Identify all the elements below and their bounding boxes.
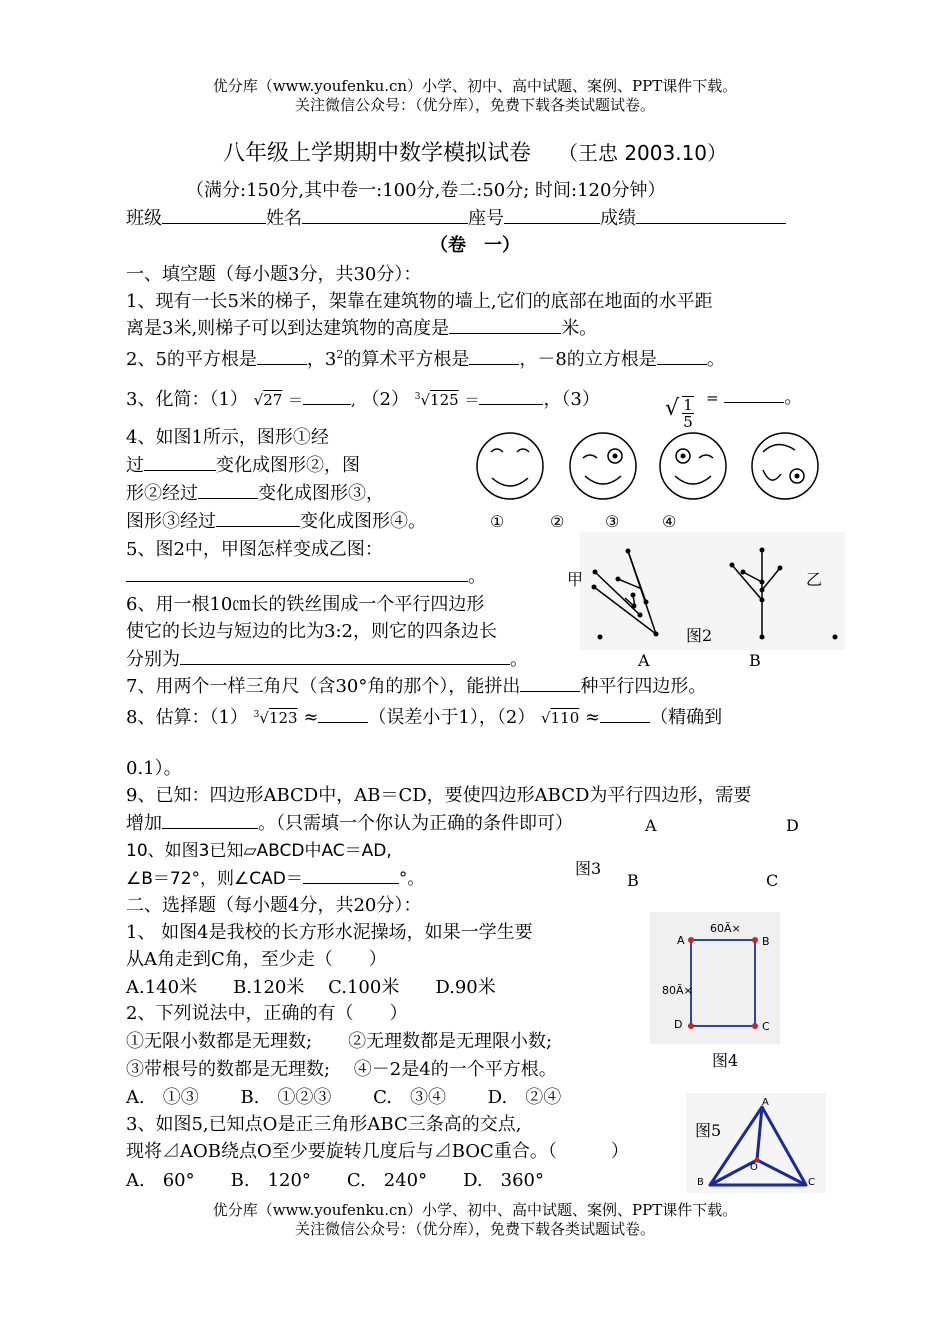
q7-text: 7、用两个一样三角尺（含30°角的那个），能拼出: [126, 676, 521, 697]
fig4-label-b: B: [762, 935, 770, 948]
choice-2-line-2: ①无限小数都是无理数; ②无理数都是无理限小数;: [126, 1031, 553, 1052]
q6-text: 分别为: [126, 649, 180, 670]
q4-text-c2: 变化成图形③，: [258, 483, 384, 504]
fig4-left-length: 80Ã×: [662, 984, 693, 997]
name-blank[interactable]: [302, 205, 468, 224]
class-label: 班级: [126, 208, 162, 229]
sqrt-fraction: √: [665, 396, 680, 421]
choice-1-line-2: 从A角走到C角，至少走（ ）: [126, 949, 387, 970]
question-1-line-1: 1、现有一长5米的梯子，架靠在建筑物的墙上,它们的底部在地面的水平距: [126, 291, 713, 312]
q8-text-c: （精确到: [650, 707, 723, 728]
choice-3-options: A. 60° B. 120° C. 240° D. 360°: [126, 1170, 545, 1191]
q2-blank-2[interactable]: [469, 346, 519, 365]
q9-text: 增加: [126, 813, 162, 834]
radicand-123: 123: [268, 709, 298, 727]
choice-1-line-1: 1、 如图4是我校的长方形水泥操场，如果一学生要: [126, 922, 533, 943]
student-info-row: [126, 205, 786, 232]
cbrt-123-index: 3: [253, 710, 260, 720]
question-8: 8、估算：（1） $^3$√123 ≈ （误差小于1），（2） √110 ≈ （精确到: [126, 702, 722, 731]
name-label: 姓名: [266, 208, 302, 229]
question-9-line-1: 9、已知：四边形ABCD中，AB＝CD，要使四边形ABCD为平行四边形，需要: [126, 785, 752, 806]
q2-text-e: 。: [706, 349, 725, 370]
q7-blank[interactable]: [520, 673, 580, 692]
q3-blank-1[interactable]: [303, 386, 351, 405]
cbrt-123: $^3$√123: [253, 709, 298, 727]
fig2-jia: 甲: [567, 570, 584, 589]
figure-2-trees: [580, 532, 845, 650]
choice-2-line-1: 2、下列说法中，正确的有（ ）: [126, 1003, 408, 1024]
q4-blank-2[interactable]: [198, 480, 258, 499]
q8-blank-2[interactable]: [600, 704, 650, 723]
fig5-label-b: B: [697, 1177, 704, 1188]
footer-line-1: 优分库（www.youfenku.cn）小学、初中、高中试题、案例、PPT课件下载。: [212, 1201, 738, 1219]
fig5-label-a: A: [762, 1097, 769, 1108]
question-2: [126, 342, 725, 373]
q4-text-c1: 形②经过: [126, 483, 198, 504]
fig1-label-2: ②: [550, 512, 565, 531]
fig3-label-b: B: [627, 871, 639, 890]
sqrt-27: √27: [253, 391, 283, 409]
figure-5-triangle: [686, 1093, 826, 1193]
fig2-yi: 乙: [806, 570, 823, 589]
q10-end: °。: [398, 869, 425, 889]
radicand-125: 125: [430, 391, 459, 409]
q1-text: 离是3米,则梯子可以到达建筑物的高度是: [126, 318, 450, 339]
q2-exponent: 2: [336, 348, 344, 361]
question-3: 3、化简：（1） √27 ＝ , （2） $^3$√125 ＝ ，（3）: [126, 384, 600, 413]
q3-end: 。: [784, 387, 803, 408]
q4-text-d1: 图形③经过: [126, 511, 216, 532]
fig3-label-c: C: [766, 871, 779, 890]
figure-1-faces: [470, 420, 830, 512]
fig4-top-length: 60Ã×: [710, 922, 741, 935]
fig5-label-c: C: [808, 1177, 815, 1188]
q8-blank-1[interactable]: [318, 704, 368, 723]
grade-blank[interactable]: [636, 205, 786, 224]
section-2-heading: 二、选择题（每小题4分，共20分）：: [126, 895, 422, 916]
fig1-label-4: ④: [662, 512, 677, 531]
q4-text-b2: 变化成图形②，图: [216, 455, 360, 476]
sqrt-110: √110: [541, 709, 580, 727]
q1-blank[interactable]: [449, 315, 561, 334]
radicand-27: 27: [263, 391, 283, 409]
title-text: 八年级上学期期中数学模拟试卷: [222, 141, 531, 166]
question-4-line-3: [126, 480, 384, 507]
q6-blank[interactable]: [180, 646, 510, 665]
q10-blank[interactable]: [303, 865, 399, 884]
choice-3-line-2: 现将⊿AOB绕点O至少要旋转几度后与⊿BOC重合。（ ）: [126, 1141, 629, 1162]
cbrt-125: $^3$√125: [414, 391, 459, 409]
fig4-label-a: A: [677, 934, 685, 947]
question-4-line-2: [126, 452, 360, 479]
choice-1-options: A.140米 B.120米 C.100米 D.90米: [126, 977, 496, 998]
question-1-line-2: [126, 315, 597, 342]
cbrt-index: 3: [414, 392, 421, 402]
question-6-line-3: [126, 646, 528, 673]
q7-end: 种平行四边形。: [580, 676, 707, 697]
q3-text-a: 3、化简：（1）: [126, 389, 248, 410]
q2-text-d: ，－8的立方根是: [519, 349, 657, 370]
q4-text-b1: 过: [126, 455, 144, 476]
question-9-line-2: [126, 810, 573, 837]
fig2-label-b: B: [749, 651, 761, 670]
fig2-label-a: A: [638, 651, 650, 670]
fig5-label-o: O: [750, 1162, 758, 1173]
q3-blank-3[interactable]: [724, 384, 784, 403]
fraction-numerator: 1: [683, 396, 693, 414]
seat-label: 座号: [468, 208, 504, 229]
q2-text-a: 2、5的平方根是: [126, 349, 257, 370]
page-title: [0, 136, 950, 167]
choice-2-line-3: ③带根号的数都是无理数; ④－2是4的一个平方根。: [126, 1059, 557, 1080]
title-author: （王忠 2003.10）: [557, 141, 728, 165]
q1-unit: 米。: [561, 318, 598, 339]
fig4-label-c: C: [762, 1020, 770, 1033]
q8-text-b: （误差小于1），（2）: [368, 707, 536, 728]
face-3: [660, 433, 726, 499]
q2-blank-1[interactable]: [257, 346, 307, 365]
fig5-caption: 图5: [695, 1121, 722, 1140]
q8-text-a: 8、估算：（1）: [126, 707, 248, 728]
question-8-line-2: 0.1）。: [126, 758, 182, 779]
q9-end: 。（只需填一个你认为正确的条件即可）: [258, 813, 573, 834]
q3-text-b: （2）: [361, 389, 410, 410]
class-blank[interactable]: [162, 205, 266, 224]
fig2-caption: 图2: [686, 626, 713, 645]
fig3-label-a: A: [645, 816, 657, 835]
fig3-label-d: D: [786, 816, 799, 835]
question-6-line-2: 使它的长边与短边的比为3:2，则它的四条边长: [126, 621, 497, 642]
q2-text-c: 的算术平方根是: [343, 349, 470, 370]
score-note: （满分:150分,其中卷一:100分,卷二:50分; 时间:120分钟）: [186, 180, 666, 201]
q10-text: ∠B＝72°，则∠CAD＝: [126, 869, 303, 889]
q5-end: 。: [468, 566, 486, 587]
q9-blank[interactable]: [162, 810, 258, 829]
choice-2-options: A. ①③ B. ①②③ C. ③④ D. ②④: [126, 1087, 562, 1108]
question-10-line-2: [126, 865, 424, 892]
fig1-label-3: ③: [605, 512, 620, 531]
q4-text-d2: 变化成图形④。: [300, 511, 426, 532]
q4-blank-1[interactable]: [144, 452, 216, 471]
q2-blank-3[interactable]: [657, 346, 707, 365]
q6-end: 。: [510, 649, 528, 670]
q4-blank-3[interactable]: [216, 508, 300, 527]
question-6-line-1: 6、用一根10㎝长的铁丝围成一个平行四边形: [126, 594, 485, 615]
face-1: [477, 433, 543, 499]
footer-line-2: 关注微信公众号：（优分库），免费下载各类试题试卷。: [294, 1220, 655, 1238]
fig1-label-1: ①: [490, 512, 505, 531]
q3-equals: =: [706, 389, 719, 407]
question-4-line-1: 4、如图1所示，图形①经: [126, 427, 329, 448]
volume-label: （卷 一）: [430, 235, 520, 256]
header-line-1: 优分库（www.youfenku.cn）小学、初中、高中试题、案例、PPT课件下载。: [212, 77, 738, 95]
face-4: [752, 433, 818, 499]
q3-text-c: ，（3）: [543, 389, 600, 410]
radicand-110: 110: [550, 709, 580, 727]
q5-blank[interactable]: [126, 563, 468, 582]
choice-3-line-1: 3、如图5,已知点O是正三角形ABC三条高的交点,: [126, 1114, 522, 1135]
section-1-heading: 一、填空题（每小题3分，共30分）：: [126, 264, 422, 285]
question-7: [126, 673, 706, 700]
q3-tail: [706, 384, 802, 411]
question-5-line-2: [126, 563, 486, 590]
q8-approx-1: ≈: [303, 707, 319, 728]
question-4-line-4: [126, 508, 426, 535]
fig3-caption: 图3: [575, 859, 602, 878]
question-5-line-1: 5、图2中，甲图怎样变成乙图：: [126, 539, 383, 560]
q3-blank-2[interactable]: [479, 386, 543, 405]
fig4-caption: 图4: [712, 1051, 739, 1070]
grade-label: 成绩: [600, 208, 636, 229]
question-10-line-1: 10、如图3已知▱ABCD中AC＝AD,: [126, 841, 392, 861]
fig4-label-d: D: [674, 1018, 683, 1031]
fraction-denominator: 5: [683, 413, 693, 431]
face-2: [570, 433, 636, 499]
q2-text-b: ，3: [306, 349, 337, 370]
seat-blank[interactable]: [504, 205, 600, 224]
header-line-2: 关注微信公众号：（优分库），免费下载各类试题试卷。: [294, 96, 655, 114]
